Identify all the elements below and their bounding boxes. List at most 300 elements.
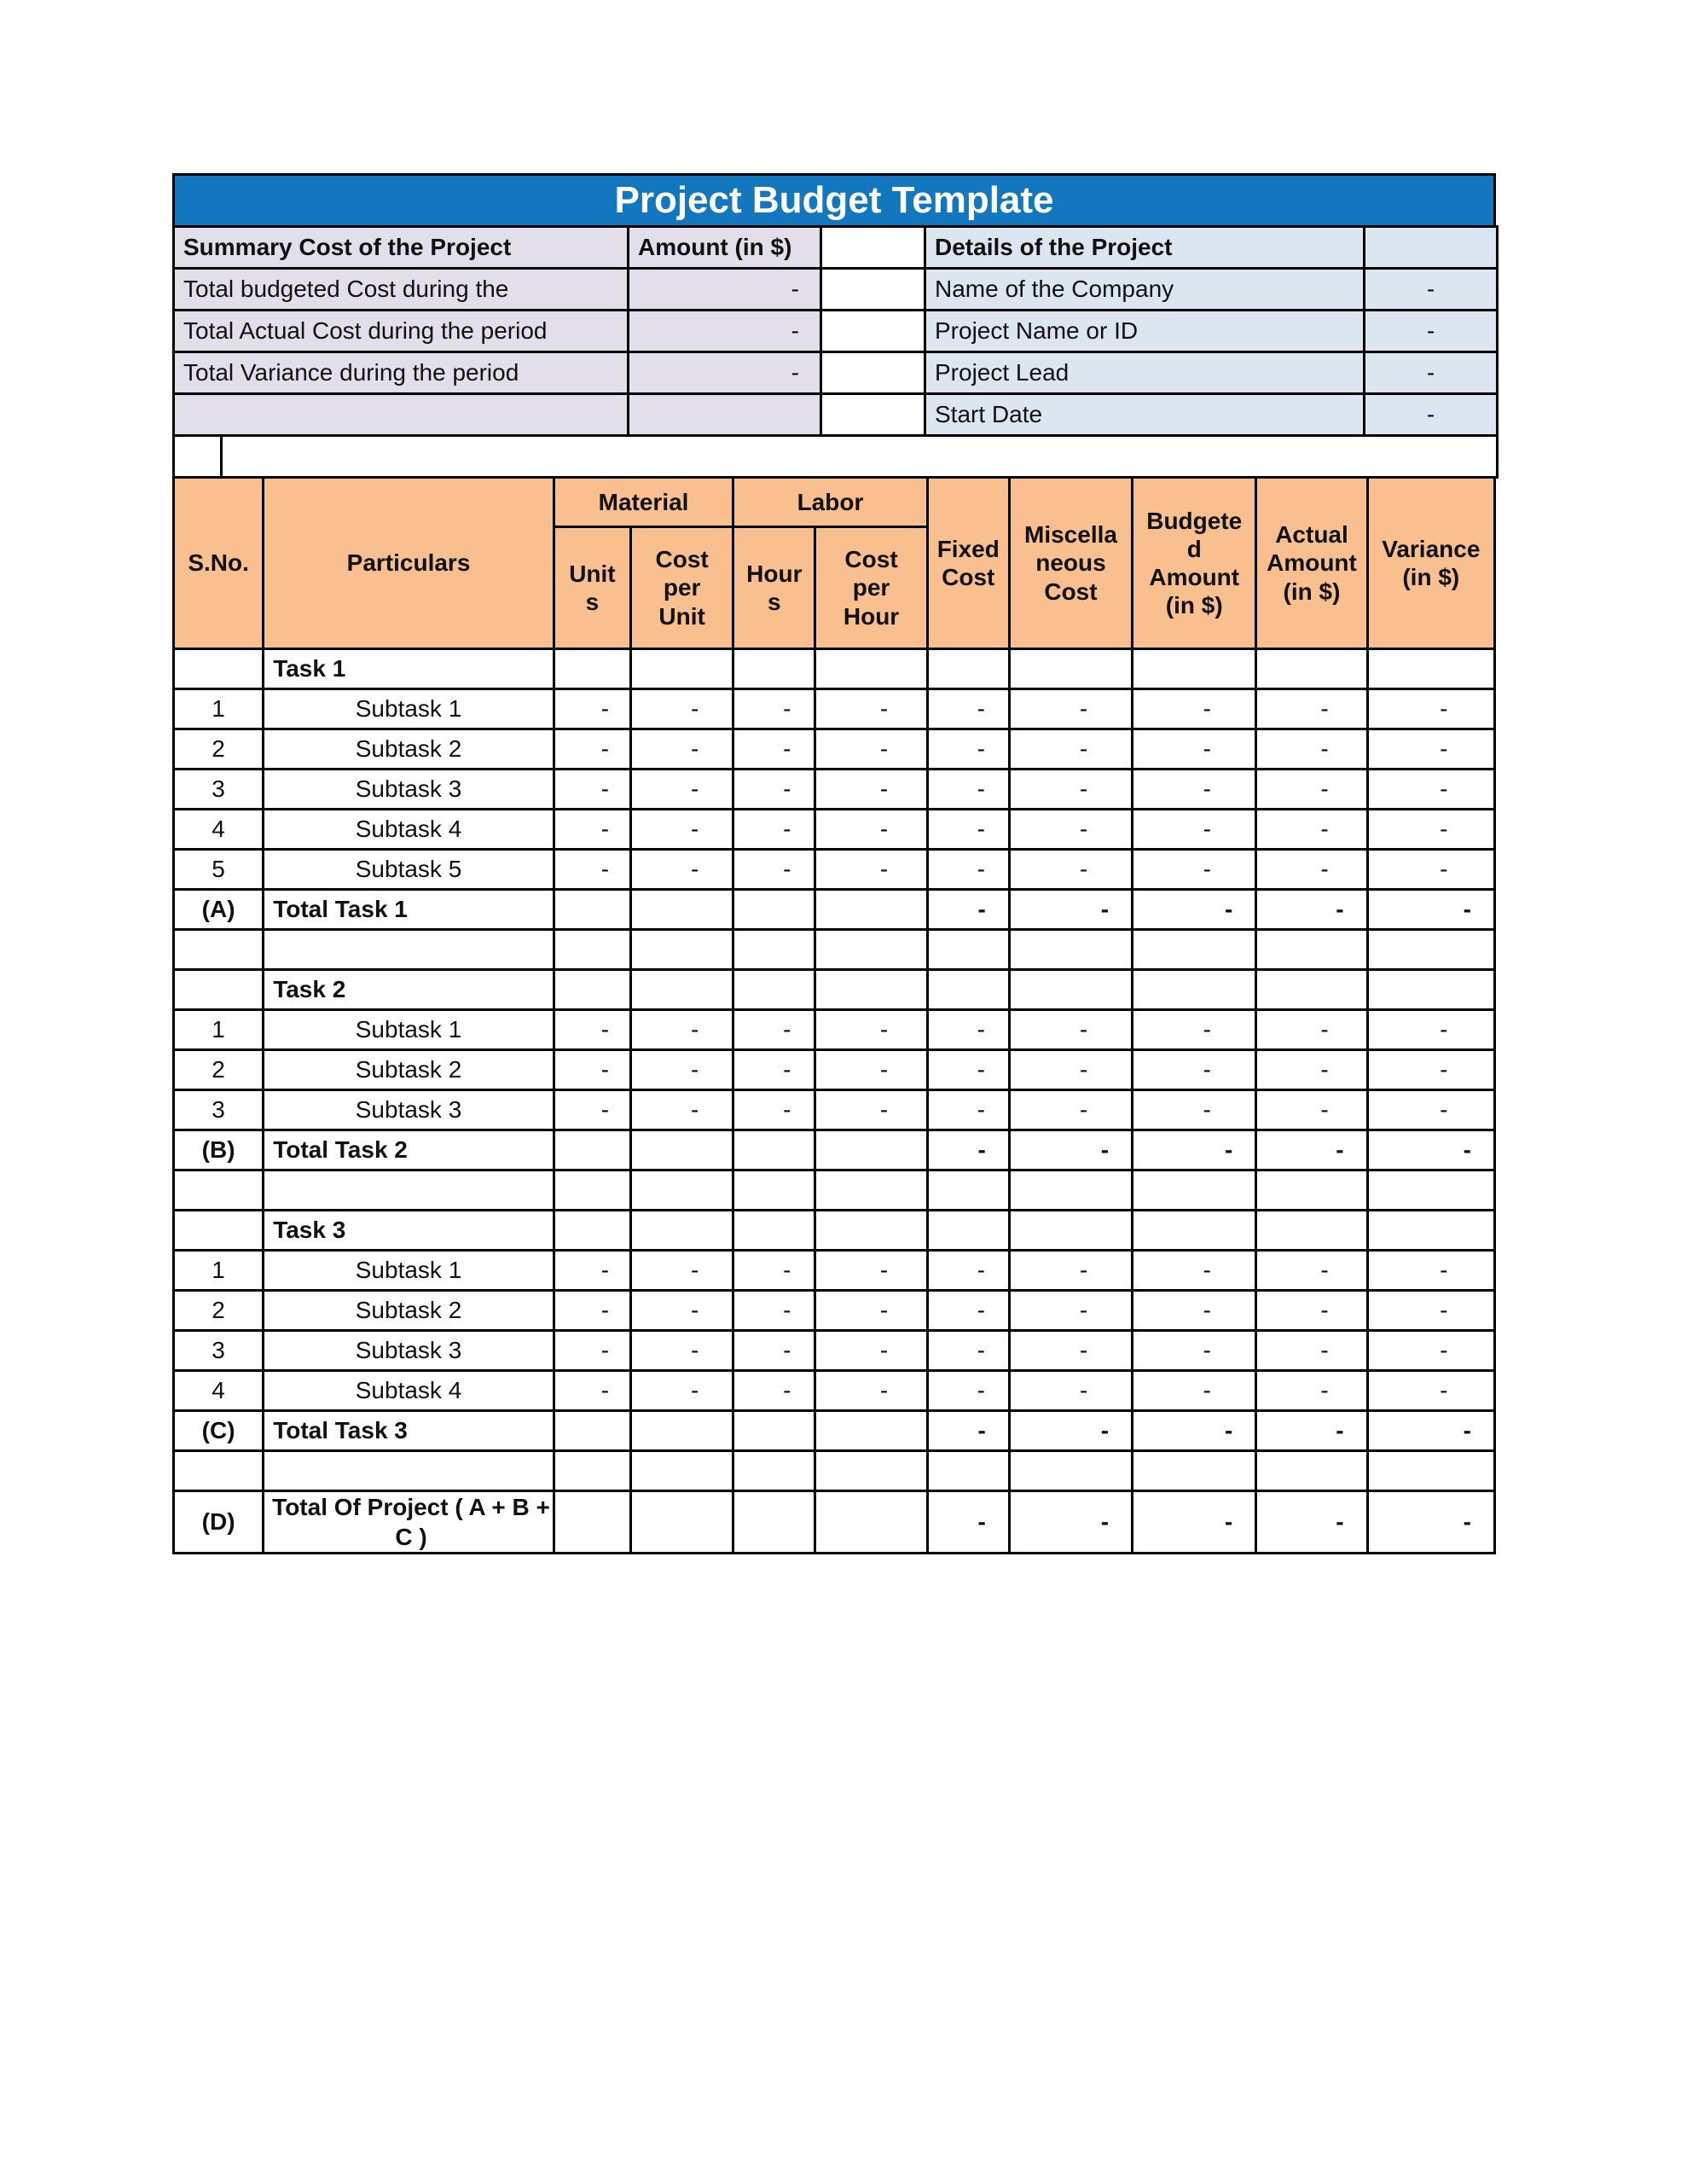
value-cell xyxy=(1133,1451,1256,1491)
value-cell xyxy=(1009,930,1132,970)
value-cell[interactable]: - xyxy=(927,890,1009,930)
value-cell[interactable]: - xyxy=(1256,1090,1367,1130)
value-cell[interactable]: - xyxy=(554,850,630,890)
value-cell xyxy=(815,890,927,930)
value-cell[interactable]: - xyxy=(733,1010,815,1050)
subtask-row xyxy=(174,770,1495,810)
value-cell[interactable]: - xyxy=(927,1411,1009,1451)
value-cell[interactable]: - xyxy=(1256,689,1367,729)
col-header-sno: S.No. xyxy=(174,478,264,649)
value-cell xyxy=(815,1411,927,1451)
value-cell[interactable]: - xyxy=(631,1331,733,1371)
subtask-row xyxy=(174,1251,1495,1291)
value-cell[interactable]: - xyxy=(927,1251,1009,1291)
value-cell xyxy=(1009,1170,1132,1211)
value-cell xyxy=(927,649,1009,689)
value-cell[interactable]: - xyxy=(1256,1411,1367,1451)
value-cell[interactable]: - xyxy=(1133,1411,1256,1451)
value-cell xyxy=(1256,930,1367,970)
value-cell[interactable]: - xyxy=(733,1371,815,1411)
value-cell xyxy=(815,1491,927,1554)
value-cell xyxy=(631,1130,733,1170)
value-cell[interactable]: - xyxy=(631,1050,733,1090)
particulars-cell: Subtask 2 xyxy=(264,1050,554,1090)
value-cell[interactable]: - xyxy=(1256,1010,1367,1050)
grand-row xyxy=(174,1491,1495,1554)
summary-details-table xyxy=(172,225,1499,437)
value-cell[interactable]: - xyxy=(1256,770,1367,810)
spacer-strip xyxy=(172,434,1499,479)
value-cell[interactable]: - xyxy=(1367,1371,1494,1411)
value-cell[interactable]: - xyxy=(631,1371,733,1411)
particulars-cell: Total Task 3 xyxy=(264,1411,554,1451)
value-cell[interactable]: - xyxy=(927,850,1009,890)
summary-amount-value[interactable]: - xyxy=(629,311,821,352)
value-cell[interactable]: - xyxy=(733,770,815,810)
value-cell[interactable]: - xyxy=(631,1291,733,1331)
sno-cell: 1 xyxy=(174,689,264,729)
particulars-cell: Subtask 1 xyxy=(264,1251,554,1291)
value-cell[interactable]: - xyxy=(1367,1491,1494,1554)
value-cell xyxy=(1367,1451,1494,1491)
subtask-row xyxy=(174,810,1495,850)
value-cell[interactable]: - xyxy=(1133,1130,1256,1170)
value-cell[interactable]: - xyxy=(927,1050,1009,1090)
sno-cell xyxy=(174,1170,264,1211)
value-cell[interactable]: - xyxy=(1009,1130,1132,1170)
value-cell[interactable]: - xyxy=(1133,770,1256,810)
value-cell xyxy=(631,1170,733,1211)
value-cell xyxy=(733,890,815,930)
value-cell[interactable]: - xyxy=(1256,1130,1367,1170)
value-cell[interactable]: - xyxy=(554,1010,630,1050)
value-cell[interactable]: - xyxy=(1133,1291,1256,1331)
particulars-cell: Subtask 2 xyxy=(264,1291,554,1331)
task-name-cell: Task 3 xyxy=(264,1211,554,1251)
summary-row xyxy=(174,269,1498,311)
value-cell[interactable]: - xyxy=(631,850,733,890)
value-cell xyxy=(631,1491,733,1554)
details-row-value[interactable]: - xyxy=(1365,394,1498,436)
value-cell xyxy=(1133,649,1256,689)
value-cell[interactable]: - xyxy=(927,1371,1009,1411)
gap-cell xyxy=(821,269,925,311)
sno-cell: 2 xyxy=(174,729,264,770)
value-cell[interactable]: - xyxy=(1367,689,1494,729)
col-header-variance: Variance (in $) xyxy=(1367,478,1494,649)
col-group-labor: Labor xyxy=(733,478,927,527)
value-cell[interactable]: - xyxy=(1009,1251,1132,1291)
value-cell xyxy=(554,1411,630,1451)
sno-cell xyxy=(174,970,264,1010)
value-cell[interactable]: - xyxy=(1009,1411,1132,1451)
value-cell xyxy=(815,970,927,1010)
value-cell[interactable]: - xyxy=(927,689,1009,729)
budget-breakdown-table xyxy=(172,476,1496,1554)
value-cell[interactable]: - xyxy=(1009,1291,1132,1331)
value-cell[interactable]: - xyxy=(733,729,815,770)
value-cell xyxy=(1256,649,1367,689)
value-cell[interactable]: - xyxy=(554,1291,630,1331)
value-cell[interactable]: - xyxy=(1256,1050,1367,1090)
details-row-value[interactable]: - xyxy=(1365,352,1498,394)
gap-cell xyxy=(821,227,925,269)
value-cell[interactable]: - xyxy=(631,810,733,850)
summary-amount-value[interactable]: - xyxy=(629,269,821,311)
value-cell[interactable]: - xyxy=(631,689,733,729)
value-cell xyxy=(1009,1451,1132,1491)
value-cell[interactable]: - xyxy=(733,689,815,729)
sno-cell: 3 xyxy=(174,1331,264,1371)
summary-row-label xyxy=(174,394,629,436)
subtask-row xyxy=(174,850,1495,890)
value-cell[interactable]: - xyxy=(927,1331,1009,1371)
value-cell[interactable]: - xyxy=(1133,850,1256,890)
value-cell[interactable]: - xyxy=(815,1291,927,1331)
value-cell[interactable]: - xyxy=(1133,1491,1256,1554)
value-cell xyxy=(815,649,927,689)
summary-amount-header: Amount (in $) xyxy=(629,227,821,269)
value-cell[interactable]: - xyxy=(815,1331,927,1371)
value-cell[interactable]: - xyxy=(1009,689,1132,729)
subtask-row xyxy=(174,1331,1495,1371)
value-cell xyxy=(1133,1211,1256,1251)
col-header-miscellaneous-cost: Miscellaneous Cost xyxy=(1009,478,1132,649)
value-cell xyxy=(631,1411,733,1451)
value-cell[interactable]: - xyxy=(1367,890,1494,930)
particulars-cell xyxy=(264,930,554,970)
value-cell[interactable]: - xyxy=(554,729,630,770)
value-cell[interactable]: - xyxy=(1009,1090,1132,1130)
value-cell xyxy=(631,930,733,970)
sno-cell: 2 xyxy=(174,1050,264,1090)
value-cell xyxy=(733,1491,815,1554)
value-cell xyxy=(554,890,630,930)
value-cell xyxy=(1367,1211,1494,1251)
details-row-value[interactable]: - xyxy=(1365,311,1498,352)
value-cell xyxy=(1133,970,1256,1010)
particulars-cell: Subtask 3 xyxy=(264,770,554,810)
value-cell[interactable]: - xyxy=(554,1050,630,1090)
value-cell[interactable]: - xyxy=(733,1050,815,1090)
col-header-hours: Hours xyxy=(733,527,815,649)
sno-cell: 5 xyxy=(174,850,264,890)
spacer-row xyxy=(174,1451,1495,1491)
value-cell[interactable]: - xyxy=(1009,1050,1132,1090)
value-cell[interactable]: - xyxy=(1367,770,1494,810)
particulars-cell xyxy=(264,1170,554,1211)
value-cell[interactable]: - xyxy=(815,770,927,810)
subtask-row xyxy=(174,1010,1495,1050)
value-cell[interactable]: - xyxy=(1256,850,1367,890)
value-cell[interactable]: - xyxy=(1367,1291,1494,1331)
value-cell[interactable]: - xyxy=(1133,1010,1256,1050)
value-cell[interactable]: - xyxy=(554,770,630,810)
sno-cell: 3 xyxy=(174,1090,264,1130)
value-cell[interactable]: - xyxy=(1009,729,1132,770)
value-cell xyxy=(554,1491,630,1554)
summary-row xyxy=(174,352,1498,394)
value-cell xyxy=(733,1451,815,1491)
value-cell[interactable]: - xyxy=(1256,1291,1367,1331)
value-cell[interactable]: - xyxy=(1367,1090,1494,1130)
value-cell xyxy=(554,970,630,1010)
details-section-title: Details of the Project xyxy=(925,227,1365,269)
value-cell[interactable]: - xyxy=(733,1291,815,1331)
value-cell xyxy=(815,1170,927,1211)
details-row-label: Start Date xyxy=(925,394,1365,436)
value-cell[interactable]: - xyxy=(1256,1331,1367,1371)
value-cell xyxy=(1256,1211,1367,1251)
sno-cell: 4 xyxy=(174,1371,264,1411)
details-row-label: Project Lead xyxy=(925,352,1365,394)
particulars-cell: Subtask 5 xyxy=(264,850,554,890)
subtask-row xyxy=(174,1050,1495,1090)
value-cell xyxy=(733,1130,815,1170)
value-cell xyxy=(815,930,927,970)
value-cell xyxy=(733,1411,815,1451)
value-cell[interactable]: - xyxy=(927,1090,1009,1130)
summary-header-row xyxy=(174,227,1498,269)
sno-cell: 4 xyxy=(174,810,264,850)
summary-row-label: Total Actual Cost during the period xyxy=(174,311,629,352)
subtask-row xyxy=(174,1291,1495,1331)
value-cell[interactable]: - xyxy=(733,810,815,850)
value-cell xyxy=(1367,970,1494,1010)
task-name-cell: Task 2 xyxy=(264,970,554,1010)
value-cell[interactable]: - xyxy=(1367,1050,1494,1090)
value-cell[interactable]: - xyxy=(554,1090,630,1130)
value-cell[interactable]: - xyxy=(815,1010,927,1050)
header-group-row xyxy=(174,478,1495,527)
value-cell[interactable]: - xyxy=(1256,729,1367,770)
particulars-cell: Subtask 3 xyxy=(264,1090,554,1130)
value-cell[interactable]: - xyxy=(1009,890,1132,930)
value-cell xyxy=(927,970,1009,1010)
value-cell[interactable]: - xyxy=(733,850,815,890)
value-cell xyxy=(1367,649,1494,689)
total-row xyxy=(174,890,1495,930)
value-cell[interactable]: - xyxy=(927,1291,1009,1331)
summary-row-label: Total Variance during the period xyxy=(174,352,629,394)
total-row xyxy=(174,1130,1495,1170)
value-cell[interactable]: - xyxy=(1009,1010,1132,1050)
value-cell xyxy=(927,1451,1009,1491)
value-cell[interactable]: - xyxy=(1133,1371,1256,1411)
spacer-cell xyxy=(222,436,1498,478)
value-cell[interactable]: - xyxy=(1367,729,1494,770)
value-cell[interactable]: - xyxy=(1009,1491,1132,1554)
value-cell xyxy=(927,930,1009,970)
particulars-cell: Total Of Project ( A + B + C ) xyxy=(264,1491,554,1554)
value-cell xyxy=(1367,930,1494,970)
value-cell[interactable]: - xyxy=(1367,1130,1494,1170)
value-cell[interactable]: - xyxy=(815,850,927,890)
value-cell[interactable]: - xyxy=(1133,1090,1256,1130)
particulars-cell: Subtask 3 xyxy=(264,1331,554,1371)
value-cell xyxy=(1256,970,1367,1010)
value-cell[interactable]: - xyxy=(927,770,1009,810)
value-cell[interactable]: - xyxy=(554,689,630,729)
value-cell xyxy=(733,1211,815,1251)
gap-cell xyxy=(821,311,925,352)
value-cell xyxy=(927,1170,1009,1211)
value-cell[interactable]: - xyxy=(1367,1331,1494,1371)
value-cell xyxy=(554,1211,630,1251)
value-cell[interactable]: - xyxy=(631,770,733,810)
value-cell[interactable]: - xyxy=(927,729,1009,770)
sno-cell: 3 xyxy=(174,770,264,810)
sno-cell: 1 xyxy=(174,1251,264,1291)
value-cell[interactable]: - xyxy=(815,729,927,770)
value-cell[interactable]: - xyxy=(1133,689,1256,729)
spacer-cell xyxy=(174,436,222,478)
value-cell xyxy=(733,649,815,689)
value-cell[interactable]: - xyxy=(631,1251,733,1291)
value-cell xyxy=(815,1211,927,1251)
col-header-actual-amount: Actual Amount (in $) xyxy=(1256,478,1367,649)
value-cell[interactable]: - xyxy=(927,1491,1009,1554)
value-cell xyxy=(554,1130,630,1170)
value-cell[interactable]: - xyxy=(1009,850,1132,890)
particulars-cell: Total Task 2 xyxy=(264,1130,554,1170)
details-header-value-cell xyxy=(1365,227,1498,269)
value-cell xyxy=(927,1211,1009,1251)
sno-cell: (D) xyxy=(174,1491,264,1554)
value-cell xyxy=(1009,1211,1132,1251)
value-cell[interactable]: - xyxy=(815,689,927,729)
value-cell[interactable]: - xyxy=(1009,810,1132,850)
particulars-cell: Subtask 1 xyxy=(264,1010,554,1050)
value-cell[interactable]: - xyxy=(1367,1411,1494,1451)
col-header-budgeted-amount: Budgeted Amount (in $) xyxy=(1133,478,1256,649)
value-cell[interactable]: - xyxy=(1256,1251,1367,1291)
value-cell[interactable]: - xyxy=(1367,1251,1494,1291)
value-cell[interactable]: - xyxy=(1367,1010,1494,1050)
sno-cell: 1 xyxy=(174,1010,264,1050)
sno-cell xyxy=(174,1211,264,1251)
value-cell[interactable]: - xyxy=(1133,810,1256,850)
sno-cell xyxy=(174,930,264,970)
value-cell xyxy=(733,970,815,1010)
summary-row xyxy=(174,394,1498,436)
value-cell[interactable]: - xyxy=(1367,810,1494,850)
value-cell[interactable]: - xyxy=(1009,1371,1132,1411)
value-cell[interactable]: - xyxy=(554,1331,630,1371)
value-cell[interactable]: - xyxy=(733,1251,815,1291)
value-cell[interactable]: - xyxy=(815,1371,927,1411)
subtask-row xyxy=(174,1090,1495,1130)
value-cell[interactable]: - xyxy=(1133,1331,1256,1371)
value-cell[interactable]: - xyxy=(1133,1050,1256,1090)
value-cell[interactable]: - xyxy=(554,1371,630,1411)
value-cell[interactable]: - xyxy=(1133,1251,1256,1291)
value-cell xyxy=(554,1451,630,1491)
value-cell[interactable]: - xyxy=(1133,729,1256,770)
value-cell xyxy=(554,649,630,689)
particulars-cell: Subtask 1 xyxy=(264,689,554,729)
particulars-cell xyxy=(264,1451,554,1491)
col-header-cost-per-unit: Cost per Unit xyxy=(631,527,733,649)
summary-section-title: Summary Cost of the Project xyxy=(174,227,629,269)
total-row xyxy=(174,1411,1495,1451)
value-cell[interactable]: - xyxy=(1009,1331,1132,1371)
value-cell[interactable]: - xyxy=(1133,890,1256,930)
value-cell[interactable]: - xyxy=(815,1090,927,1130)
value-cell[interactable]: - xyxy=(815,1251,927,1291)
value-cell[interactable]: - xyxy=(733,1331,815,1371)
gap-cell xyxy=(821,394,925,436)
col-header-cost-per-hour: Cost per Hour xyxy=(815,527,927,649)
value-cell[interactable]: - xyxy=(1256,890,1367,930)
value-cell xyxy=(631,1451,733,1491)
spacer-row xyxy=(174,1170,1495,1211)
value-cell xyxy=(631,1211,733,1251)
value-cell[interactable]: - xyxy=(927,1130,1009,1170)
value-cell[interactable]: - xyxy=(815,810,927,850)
details-row-label: Name of the Company xyxy=(925,269,1365,311)
value-cell xyxy=(815,1130,927,1170)
details-row-label: Project Name or ID xyxy=(925,311,1365,352)
value-cell xyxy=(554,1170,630,1211)
spacer-strip-row xyxy=(174,436,1498,478)
col-header-fixed-cost: Fixed Cost xyxy=(927,478,1009,649)
spacer-row xyxy=(174,930,1495,970)
value-cell[interactable]: - xyxy=(554,1251,630,1291)
value-cell xyxy=(631,649,733,689)
sno-cell: (C) xyxy=(174,1411,264,1451)
particulars-cell: Total Task 1 xyxy=(264,890,554,930)
sno-cell: 2 xyxy=(174,1291,264,1331)
value-cell xyxy=(554,930,630,970)
budget-sheet xyxy=(172,173,1496,1554)
value-cell[interactable]: - xyxy=(631,1090,733,1130)
sno-cell: (B) xyxy=(174,1130,264,1170)
particulars-cell: Subtask 2 xyxy=(264,729,554,770)
value-cell[interactable]: - xyxy=(927,810,1009,850)
value-cell[interactable]: - xyxy=(1256,1491,1367,1554)
summary-row-label: Total budgeted Cost during the xyxy=(174,269,629,311)
value-cell[interactable]: - xyxy=(554,810,630,850)
col-header-units: Units xyxy=(554,527,630,649)
value-cell[interactable]: - xyxy=(1256,810,1367,850)
value-cell xyxy=(1133,930,1256,970)
value-cell[interactable]: - xyxy=(1367,850,1494,890)
value-cell xyxy=(631,890,733,930)
details-row-value[interactable]: - xyxy=(1365,269,1498,311)
task-row xyxy=(174,649,1495,689)
subtask-row xyxy=(174,1371,1495,1411)
value-cell[interactable]: - xyxy=(927,1010,1009,1050)
col-group-material: Material xyxy=(554,478,733,527)
gap-cell xyxy=(821,352,925,394)
page-title: Project Budget Template xyxy=(172,173,1496,228)
value-cell xyxy=(1256,1170,1367,1211)
value-cell[interactable]: - xyxy=(631,729,733,770)
value-cell xyxy=(1009,970,1132,1010)
particulars-cell: Subtask 4 xyxy=(264,810,554,850)
value-cell xyxy=(1009,649,1132,689)
subtask-row xyxy=(174,729,1495,770)
task-name-cell: Task 1 xyxy=(264,649,554,689)
value-cell[interactable]: - xyxy=(1009,770,1132,810)
summary-amount-value[interactable]: - xyxy=(629,352,821,394)
value-cell[interactable]: - xyxy=(815,1050,927,1090)
value-cell[interactable]: - xyxy=(1256,1371,1367,1411)
value-cell[interactable]: - xyxy=(733,1090,815,1130)
value-cell[interactable]: - xyxy=(631,1010,733,1050)
value-cell xyxy=(1133,1170,1256,1211)
